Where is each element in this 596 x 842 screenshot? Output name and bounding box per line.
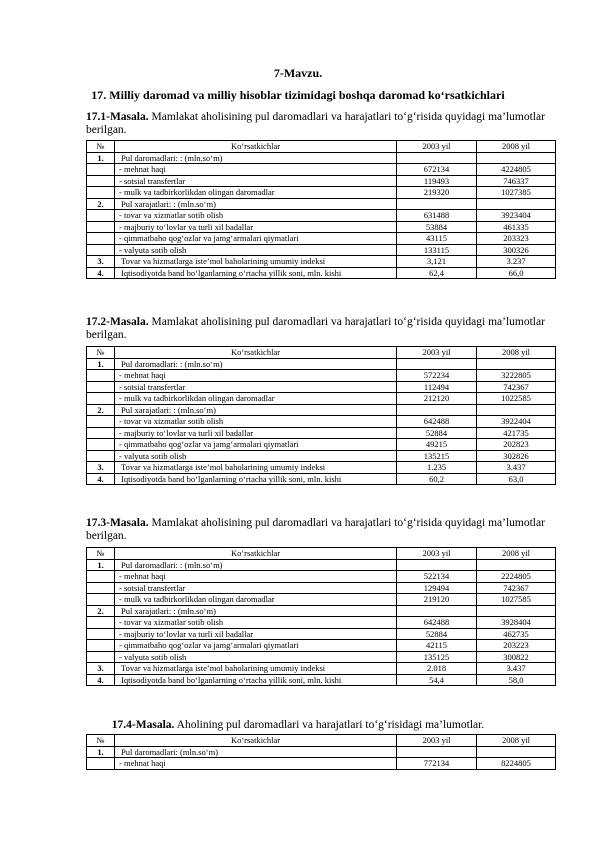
value-cell: 300326 xyxy=(477,244,556,256)
row-number-cell xyxy=(87,233,115,245)
value-cell: 3922404 xyxy=(477,416,556,428)
table-row xyxy=(87,210,556,222)
table-row xyxy=(87,164,556,176)
indicator-cell: - tovar va xizmatlar sotib olish xyxy=(115,210,397,222)
value-cell: 4224805 xyxy=(477,164,556,176)
value-cell: 66,0 xyxy=(477,267,556,279)
value-cell: 742367 xyxy=(477,582,556,594)
value-cell: 3222805 xyxy=(477,370,556,382)
value-cell: 300822 xyxy=(477,651,556,663)
row-number-cell: 1. xyxy=(87,152,115,164)
table-row xyxy=(87,651,556,663)
value-cell: 135125 xyxy=(397,651,477,663)
value-cell: 42115 xyxy=(397,640,477,652)
problem-text: Aholining pul daromadlari va harajatlari to‘g‘risidagi ma’lumotlar. xyxy=(174,719,485,731)
indicator-cell: - mehnat haqi xyxy=(115,571,397,583)
value-cell: 54,4 xyxy=(397,674,477,686)
table-row xyxy=(87,594,556,606)
row-number-cell xyxy=(87,450,115,462)
column-header: Ko‘rsatkichlar xyxy=(115,735,397,747)
row-number-cell xyxy=(87,381,115,393)
indicator-cell: - qimmatbaho qog‘ozlar va jamg‘armalari qiymatlari xyxy=(115,439,397,451)
table-row xyxy=(87,267,556,279)
table-row xyxy=(87,758,556,770)
indicator-cell: - mulk va tadbirkorlikdan olingan daromadlar xyxy=(115,393,397,405)
value-cell xyxy=(477,404,556,416)
value-cell xyxy=(397,152,477,164)
indicator-cell: - sotsial transfertlar xyxy=(115,381,397,393)
problem-text: Mamlakat aholisining pul daromadlari va harajatlari to‘g‘risida quyidagi ma’lumotlar berilgan. xyxy=(86,111,545,136)
table-row xyxy=(87,198,556,210)
value-cell: 52884 xyxy=(397,628,477,640)
row-number-cell: 1. xyxy=(87,559,115,571)
indicator-cell: - qimmatbaho qog‘ozlar va jamg‘armalari qiymatlari xyxy=(115,640,397,652)
value-cell: 63,0 xyxy=(477,473,556,485)
value-cell: 53884 xyxy=(397,221,477,233)
indicator-cell: Tovar va hizmatlarga iste’mol baholarining umumiy indeksi xyxy=(115,256,397,268)
table-row xyxy=(87,462,556,474)
row-number-cell xyxy=(87,244,115,256)
table-row xyxy=(87,381,556,393)
row-number-cell xyxy=(87,164,115,176)
data-table xyxy=(86,346,556,485)
row-number-cell xyxy=(87,416,115,428)
problem-title: 17.2-Masala. xyxy=(86,316,149,328)
value-cell xyxy=(477,605,556,617)
value-cell: 461335 xyxy=(477,221,556,233)
value-cell: 133115 xyxy=(397,244,477,256)
row-number-cell xyxy=(87,758,115,770)
indicator-cell: Iqtisodiyotda band bo‘lganlarning o‘rtacha yillik soni, mln. kishi xyxy=(115,674,397,686)
value-cell: 1027385 xyxy=(477,187,556,199)
value-cell: 2224805 xyxy=(477,571,556,583)
indicator-cell: - mehnat haqi xyxy=(115,370,397,382)
value-cell: 129494 xyxy=(397,582,477,594)
value-cell xyxy=(477,152,556,164)
value-cell: 421735 xyxy=(477,427,556,439)
value-cell: 49215 xyxy=(397,439,477,451)
table-row xyxy=(87,152,556,164)
row-number-cell xyxy=(87,594,115,606)
indicator-cell: Pul daromadlari: : (mln.so‘m) xyxy=(115,559,397,571)
value-cell: 642488 xyxy=(397,416,477,428)
value-cell: 43115 xyxy=(397,233,477,245)
value-cell: 3.237 xyxy=(477,256,556,268)
column-header: 2008 yil xyxy=(477,141,556,153)
table-row xyxy=(87,233,556,245)
column-header: 2003 yil xyxy=(397,548,477,560)
row-number-cell: 1. xyxy=(87,358,115,370)
indicator-cell: - qimmatbaho qog‘ozlar va jamg‘armalari qiymatlari xyxy=(115,233,397,245)
value-cell xyxy=(397,198,477,210)
table-row xyxy=(87,640,556,652)
value-cell: 631488 xyxy=(397,210,477,222)
row-number-cell xyxy=(87,628,115,640)
table-row xyxy=(87,370,556,382)
value-cell: 203223 xyxy=(477,640,556,652)
value-cell: 3.437 xyxy=(477,462,556,474)
value-cell: 62,4 xyxy=(397,267,477,279)
value-cell: 203323 xyxy=(477,233,556,245)
value-cell: 572234 xyxy=(397,370,477,382)
row-number-cell xyxy=(87,393,115,405)
row-number-cell: 4. xyxy=(87,473,115,485)
column-header: 2008 yil xyxy=(477,548,556,560)
indicator-cell: - tovar va xizmatlar sotib olish xyxy=(115,617,397,629)
problem-intro xyxy=(86,316,556,342)
indicator-cell: - tovar va xizmatlar sotib olish xyxy=(115,416,397,428)
indicator-cell: Pul xarajatlari: : (mln.so‘m) xyxy=(115,605,397,617)
table-header-row xyxy=(87,141,556,153)
row-number-cell xyxy=(87,187,115,199)
value-cell xyxy=(397,746,477,758)
data-table xyxy=(86,140,556,279)
column-header: 2008 yil xyxy=(477,735,556,747)
indicator-cell: Pul xarajatlari: : (mln.so‘m) xyxy=(115,198,397,210)
row-number-cell: 4. xyxy=(87,267,115,279)
indicator-cell: Iqtisodiyotda band bo‘lganlarning o‘rtacha yillik soni, mln. kishi xyxy=(115,267,397,279)
table-header-row xyxy=(87,735,556,747)
table-row xyxy=(87,663,556,675)
indicator-cell: - valyuta sotib olish xyxy=(115,450,397,462)
column-header: № xyxy=(87,548,115,560)
value-cell: 60,2 xyxy=(397,473,477,485)
value-cell: 8224805 xyxy=(477,758,556,770)
column-header: Ko‘rsatkichlar xyxy=(115,347,397,359)
table-row xyxy=(87,256,556,268)
table-row xyxy=(87,187,556,199)
table-row xyxy=(87,617,556,629)
value-cell: 119493 xyxy=(397,175,477,187)
value-cell: 302826 xyxy=(477,450,556,462)
value-cell xyxy=(397,404,477,416)
value-cell xyxy=(477,198,556,210)
table-row xyxy=(87,746,556,758)
data-table xyxy=(86,734,556,770)
indicator-cell: - mulk va tadbirkorlikdan olingan daromadlar xyxy=(115,594,397,606)
value-cell: 1022585 xyxy=(477,393,556,405)
row-number-cell xyxy=(87,582,115,594)
problem-title: 17.4-Masala. xyxy=(111,719,175,731)
problem-intro xyxy=(86,517,556,543)
table-row xyxy=(87,175,556,187)
value-cell xyxy=(477,358,556,370)
value-cell: 219320 xyxy=(397,187,477,199)
table-header-row xyxy=(87,347,556,359)
row-number-cell xyxy=(87,571,115,583)
value-cell: 462735 xyxy=(477,628,556,640)
value-cell: 772134 xyxy=(397,758,477,770)
row-number-cell xyxy=(87,439,115,451)
indicator-cell: Pul daromadlari: : (mln.so‘m) xyxy=(115,358,397,370)
indicator-cell: - mehnat haqi xyxy=(115,758,397,770)
chapter-heading: 17. Milliy daromad va milliy hisoblar tizimidagi boshqa daromad ko‘rsatkichlari xyxy=(91,88,505,102)
problem-title: 17.3-Masala. xyxy=(86,517,149,529)
table-row xyxy=(87,221,556,233)
table-row xyxy=(87,416,556,428)
indicator-cell: - majburiy to‘lovlar va turli xil badallar xyxy=(115,221,397,233)
indicator-cell: - valyuta sotib olish xyxy=(115,244,397,256)
row-number-cell xyxy=(87,210,115,222)
column-header: 2003 yil xyxy=(397,735,477,747)
column-header: 2003 yil xyxy=(397,347,477,359)
value-cell: 135215 xyxy=(397,450,477,462)
value-cell: 746337 xyxy=(477,175,556,187)
value-cell xyxy=(477,746,556,758)
value-cell: 202823 xyxy=(477,439,556,451)
indicator-cell: Iqtisodiyotda band bo‘lganlarning o‘rtacha yillik soni, mln. kishi xyxy=(115,473,397,485)
row-number-cell xyxy=(87,370,115,382)
value-cell: 58,0 xyxy=(477,674,556,686)
column-header: Ko‘rsatkichlar xyxy=(115,141,397,153)
indicator-cell: - mehnat haqi xyxy=(115,164,397,176)
indicator-cell: - sotsial transfertlar xyxy=(115,175,397,187)
indicator-cell: - majburiy to‘lovlar va turli xil badallar xyxy=(115,427,397,439)
data-table xyxy=(86,547,556,686)
problem-title: 17.1-Masala. xyxy=(86,111,149,123)
indicator-cell: Pul daromadlari: (mln.so‘m) xyxy=(115,746,397,758)
column-header: № xyxy=(87,347,115,359)
table-row xyxy=(87,244,556,256)
value-cell xyxy=(397,605,477,617)
value-cell: 52884 xyxy=(397,427,477,439)
table-row xyxy=(87,450,556,462)
table-row xyxy=(87,559,556,571)
value-cell xyxy=(397,358,477,370)
value-cell: 2.018 xyxy=(397,663,477,675)
indicator-cell: - majburiy to‘lovlar va turli xil badallar xyxy=(115,628,397,640)
value-cell: 212120 xyxy=(397,393,477,405)
row-number-cell: 3. xyxy=(87,663,115,675)
problem-intro xyxy=(0,719,596,732)
row-number-cell xyxy=(87,640,115,652)
problem-text: Mamlakat aholisining pul daromadlari va harajatlari to‘g‘risida quyidagi ma’lumotlar berilgan. xyxy=(86,316,545,341)
value-cell: 219120 xyxy=(397,594,477,606)
value-cell: 3928404 xyxy=(477,617,556,629)
indicator-cell: Tovar va hizmatlarga iste’mol baholarining umumiy indeksi xyxy=(115,663,397,675)
row-number-cell: 4. xyxy=(87,674,115,686)
column-header: 2008 yil xyxy=(477,347,556,359)
table-row xyxy=(87,358,556,370)
row-number-cell xyxy=(87,427,115,439)
value-cell: 1.235 xyxy=(397,462,477,474)
table-row xyxy=(87,404,556,416)
row-number-cell xyxy=(87,175,115,187)
row-number-cell: 2. xyxy=(87,198,115,210)
row-number-cell xyxy=(87,651,115,663)
value-cell: 3,121 xyxy=(397,256,477,268)
row-number-cell: 2. xyxy=(87,404,115,416)
indicator-cell: - valyuta sotib olish xyxy=(115,651,397,663)
indicator-cell: Pul xarajatlari: : (mln.so‘m) xyxy=(115,404,397,416)
table-row xyxy=(87,571,556,583)
table-row xyxy=(87,393,556,405)
indicator-cell: - mulk va tadbirkorlikdan olingan daromadlar xyxy=(115,187,397,199)
table-row xyxy=(87,439,556,451)
row-number-cell: 3. xyxy=(87,256,115,268)
table-row xyxy=(87,427,556,439)
row-number-cell: 1. xyxy=(87,746,115,758)
column-header: № xyxy=(87,735,115,747)
value-cell xyxy=(477,559,556,571)
value-cell: 522134 xyxy=(397,571,477,583)
column-header: Ko‘rsatkichlar xyxy=(115,548,397,560)
value-cell: 3.437 xyxy=(477,663,556,675)
row-number-cell: 2. xyxy=(87,605,115,617)
problem-text: Mamlakat aholisining pul daromadlari va harajatlari to‘g‘risida quyidagi ma’lumotlar berilgan. xyxy=(86,517,545,542)
topic-title: 7-Mavzu. xyxy=(273,66,323,80)
value-cell: 112494 xyxy=(397,381,477,393)
value-cell: 642488 xyxy=(397,617,477,629)
row-number-cell xyxy=(87,617,115,629)
value-cell: 3923404 xyxy=(477,210,556,222)
column-header: № xyxy=(87,141,115,153)
value-cell: 672134 xyxy=(397,164,477,176)
table-row xyxy=(87,473,556,485)
value-cell xyxy=(397,559,477,571)
table-header-row xyxy=(87,548,556,560)
indicator-cell: Tovar va hizmatlarga iste’mol baholarining umumiy indeksi xyxy=(115,462,397,474)
row-number-cell: 3. xyxy=(87,462,115,474)
column-header: 2003 yil xyxy=(397,141,477,153)
value-cell: 742367 xyxy=(477,381,556,393)
table-row xyxy=(87,674,556,686)
indicator-cell: - sotsial transfertlar xyxy=(115,582,397,594)
row-number-cell xyxy=(87,221,115,233)
problem-intro xyxy=(86,111,556,137)
value-cell: 1027585 xyxy=(477,594,556,606)
table-row xyxy=(87,628,556,640)
table-row xyxy=(87,605,556,617)
table-row xyxy=(87,582,556,594)
indicator-cell: Pul daromadlari: : (mln.so‘m) xyxy=(115,152,397,164)
